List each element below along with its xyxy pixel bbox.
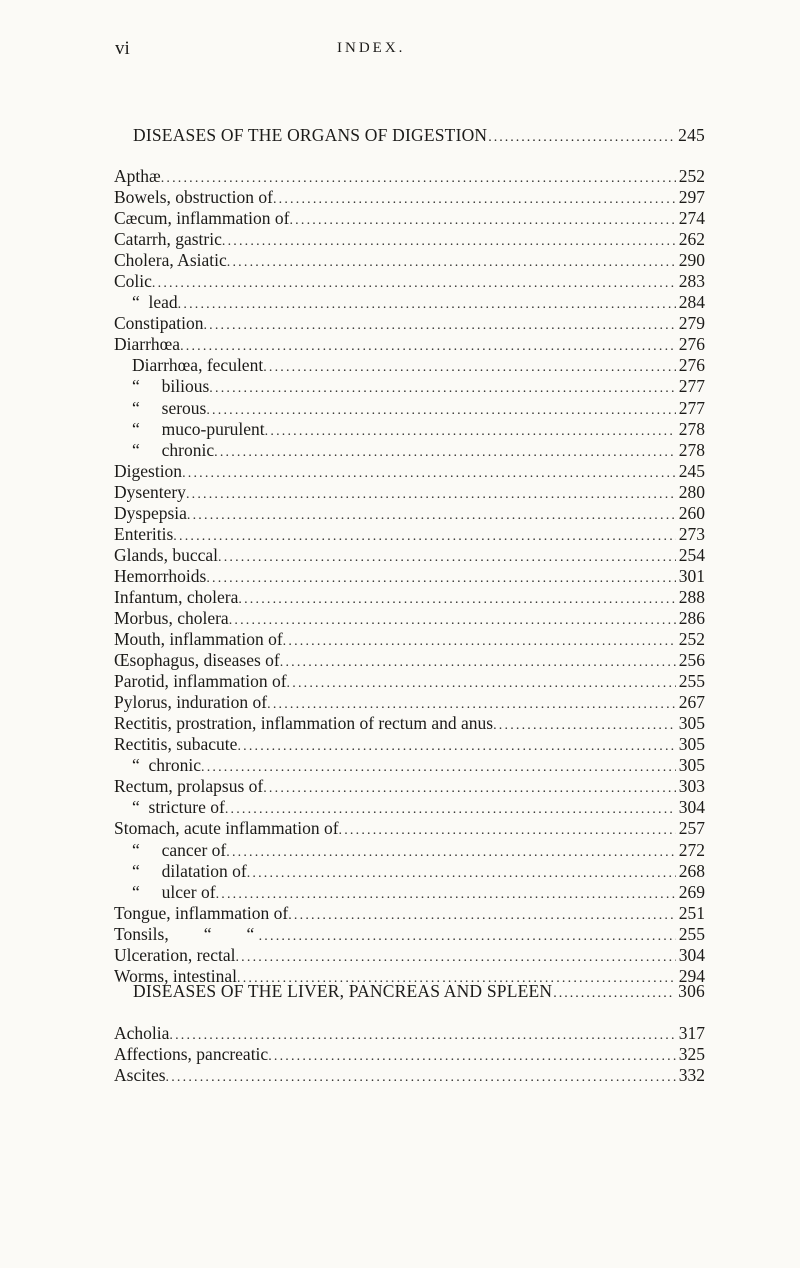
entry-label: Diarrhœa, feculent (132, 355, 264, 376)
index-entry (114, 524, 705, 545)
leader-dots (186, 484, 676, 505)
index-entry (114, 818, 705, 839)
index-entry (114, 461, 705, 482)
entry-page: 294 (678, 965, 705, 986)
section-heading-digestion (133, 125, 705, 146)
entry-page: 257 (678, 818, 705, 839)
leader-dots (209, 378, 675, 399)
entry-page: 332 (678, 1065, 705, 1086)
entry-label: Tonsils, “ “ (114, 923, 259, 944)
entry-label: Pylorus, induration of (114, 692, 268, 713)
entry-page: 278 (678, 418, 705, 439)
index-entry (114, 903, 705, 924)
entry-label: “ ulcer of (132, 881, 216, 902)
entry-label: Parotid, inflammation of (114, 671, 287, 692)
index-entry (114, 166, 705, 187)
index-entry (114, 776, 705, 797)
leader-dots (169, 1025, 675, 1046)
entry-page: 273 (678, 523, 705, 544)
entry-label: Dysentery (114, 481, 186, 502)
entry-page: 297 (678, 187, 705, 208)
page-header (0, 38, 800, 62)
leader-dots (166, 1067, 676, 1088)
entry-page: 254 (678, 544, 705, 565)
entry-page: 251 (678, 902, 705, 923)
index-entry (114, 334, 705, 355)
index-entry (114, 945, 705, 966)
entry-page: 278 (678, 439, 705, 460)
index-entry (114, 503, 705, 524)
leader-dots (180, 336, 676, 357)
leader-dots (273, 189, 676, 210)
entry-page: 280 (678, 481, 705, 502)
entry-label: Constipation (114, 313, 204, 334)
leader-dots (288, 905, 676, 926)
running-title: INDEX. (337, 40, 406, 56)
entry-label: Tongue, inflammation of (114, 902, 289, 923)
section-page: 245 (678, 125, 705, 145)
index-entry (114, 861, 705, 882)
index-entry (114, 545, 705, 566)
entry-label: Hemorrhoids (114, 565, 207, 586)
index-entry (114, 376, 705, 397)
entry-page: 290 (678, 250, 705, 271)
entry-page: 305 (678, 734, 705, 755)
leader-dots (225, 799, 676, 820)
entry-label: Rectum, prolapsus of (114, 776, 264, 797)
entry-page: 260 (678, 502, 705, 523)
index-entry (114, 208, 705, 229)
index-entry (114, 250, 705, 271)
leader-dots (247, 863, 676, 884)
entry-label: Rectitis, subacute (114, 734, 238, 755)
entry-label: “ lead (132, 292, 178, 313)
entry-label: Worms, intestinal (114, 965, 238, 986)
leader-dots (283, 631, 676, 652)
entry-page: 269 (678, 881, 705, 902)
entry-page: 304 (678, 797, 705, 818)
leader-dots (268, 1046, 676, 1067)
entry-label: “ bilious (132, 376, 210, 397)
index-entry (114, 713, 705, 734)
entry-label: “ stricture of (132, 797, 225, 818)
leader-dots (226, 842, 676, 863)
index-entry (114, 671, 705, 692)
section-page: 306 (678, 981, 705, 1001)
entry-page: 277 (678, 376, 705, 397)
entry-label: “ chronic (132, 439, 215, 460)
leader-dots (552, 986, 675, 1002)
entry-label: Cæcum, inflammation of (114, 208, 290, 229)
entry-label: Affections, pancreatic (114, 1044, 269, 1065)
leader-dots (263, 778, 676, 799)
leader-dots (227, 252, 676, 273)
leader-dots (206, 568, 675, 589)
entry-label: Glands, buccal (114, 544, 218, 565)
section-title: DISEASES OF THE ORGANS OF DIGESTION (133, 125, 488, 145)
entry-label: Colic (114, 271, 152, 292)
index-entry (114, 882, 705, 903)
leader-dots (263, 357, 676, 378)
index-entry (114, 629, 705, 650)
index-entry (114, 187, 705, 208)
index-entry (114, 398, 705, 419)
entry-page: 262 (678, 229, 705, 250)
entry-page: 304 (678, 944, 705, 965)
index-entry (114, 229, 705, 250)
entry-page: 256 (678, 650, 705, 671)
entry-page: 317 (678, 1023, 705, 1043)
entry-label: Mouth, inflammation of (114, 629, 283, 650)
leader-dots (487, 130, 675, 146)
entry-label: Ascites (114, 1065, 166, 1086)
leader-dots (339, 820, 676, 841)
index-entry (114, 440, 705, 461)
entry-page: 277 (678, 397, 705, 418)
entry-label: Bowels, obstruction of (114, 187, 273, 208)
index-entry (114, 482, 705, 503)
leader-dots (287, 673, 676, 694)
entry-page: 268 (678, 860, 705, 881)
leader-dots (259, 926, 676, 947)
leader-dots (173, 526, 675, 547)
leader-dots (214, 442, 676, 463)
index-entry (114, 1044, 705, 1065)
entry-page: 284 (678, 292, 705, 313)
leader-dots (235, 947, 675, 968)
leader-dots (493, 715, 676, 736)
index-entry (114, 271, 705, 292)
entry-page: 252 (678, 629, 705, 650)
leader-dots (265, 421, 676, 442)
leader-dots (280, 652, 676, 673)
entry-page: 255 (678, 923, 705, 944)
leader-dots (218, 547, 676, 568)
section-title: DISEASES OF THE LIVER, PANCREAS AND SPLEEN (133, 981, 553, 1001)
entry-label: Œsophagus, diseases of (114, 650, 280, 671)
entry-page: 283 (678, 271, 705, 292)
index-entry (114, 924, 705, 945)
index-entry (114, 650, 705, 671)
index-entry (114, 587, 705, 608)
entry-label: “ cancer of (132, 839, 227, 860)
leader-dots (152, 273, 676, 294)
entry-page: 286 (678, 607, 705, 628)
entry-page: 252 (678, 166, 705, 186)
entry-page: 288 (678, 586, 705, 607)
entry-label: “ muco-purulent (132, 418, 265, 439)
entry-page: 255 (678, 671, 705, 692)
entry-page: 276 (678, 334, 705, 355)
entry-label: Infantum, cholera (114, 586, 239, 607)
entry-page: 279 (678, 313, 705, 334)
entry-label: Stomach, acute inflammation of (114, 818, 339, 839)
entry-label: Morbus, cholera (114, 607, 229, 628)
entry-label: Rectitis, prostration, inflammation of rectum and anus (114, 713, 494, 734)
page-number: vi (115, 38, 130, 59)
section-heading-liver (133, 981, 705, 1002)
entry-label: Diarrhœa (114, 334, 181, 355)
entry-label: Catarrh, gastric (114, 229, 222, 250)
leader-dots (203, 315, 675, 336)
index-list-digestion (114, 166, 705, 987)
index-entry (114, 419, 705, 440)
entry-page: 274 (678, 208, 705, 229)
leader-dots (267, 694, 676, 715)
entry-page: 245 (678, 460, 705, 481)
entry-page: 305 (678, 755, 705, 776)
leader-dots (222, 231, 676, 252)
leader-dots (237, 736, 675, 757)
entry-label: Cholera, Asiatic (114, 250, 227, 271)
leader-dots (206, 400, 675, 421)
leader-dots (238, 589, 675, 610)
entry-page: 276 (678, 355, 705, 376)
entry-page: 267 (678, 692, 705, 713)
index-entry (114, 755, 705, 776)
entry-page: 303 (678, 776, 705, 797)
index-entry (114, 313, 705, 334)
entry-label: “ chronic (132, 755, 201, 776)
entry-page: 272 (678, 839, 705, 860)
index-entry (114, 1023, 705, 1044)
entry-label: Enteritis (114, 523, 174, 544)
leader-dots (289, 210, 675, 231)
index-entry (114, 292, 705, 313)
leader-dots (201, 757, 676, 778)
index-entry (114, 797, 705, 818)
index-entry (114, 566, 705, 587)
leader-dots (182, 463, 676, 484)
leader-dots (216, 884, 676, 905)
leader-dots (178, 294, 676, 315)
leader-dots (229, 610, 676, 631)
entry-label: Ulceration, rectal (114, 944, 236, 965)
index-entry (114, 1065, 705, 1086)
index-entry (114, 692, 705, 713)
index-entry (114, 840, 705, 861)
entry-page: 305 (678, 713, 705, 734)
index-entry (114, 608, 705, 629)
entry-label: Digestion (114, 460, 183, 481)
entry-label: Apthæ (114, 166, 161, 186)
index-list-liver (114, 1023, 705, 1086)
entry-label: “ serous (132, 397, 207, 418)
leader-dots (187, 505, 676, 526)
entry-page: 301 (678, 565, 705, 586)
entry-page: 325 (678, 1044, 705, 1065)
leader-dots (161, 168, 676, 189)
entry-label: “ dilatation of (132, 860, 247, 881)
entry-label: Acholia (114, 1023, 170, 1043)
index-entry (114, 355, 705, 376)
index-entry (114, 734, 705, 755)
entry-label: Dyspepsia (114, 502, 187, 523)
